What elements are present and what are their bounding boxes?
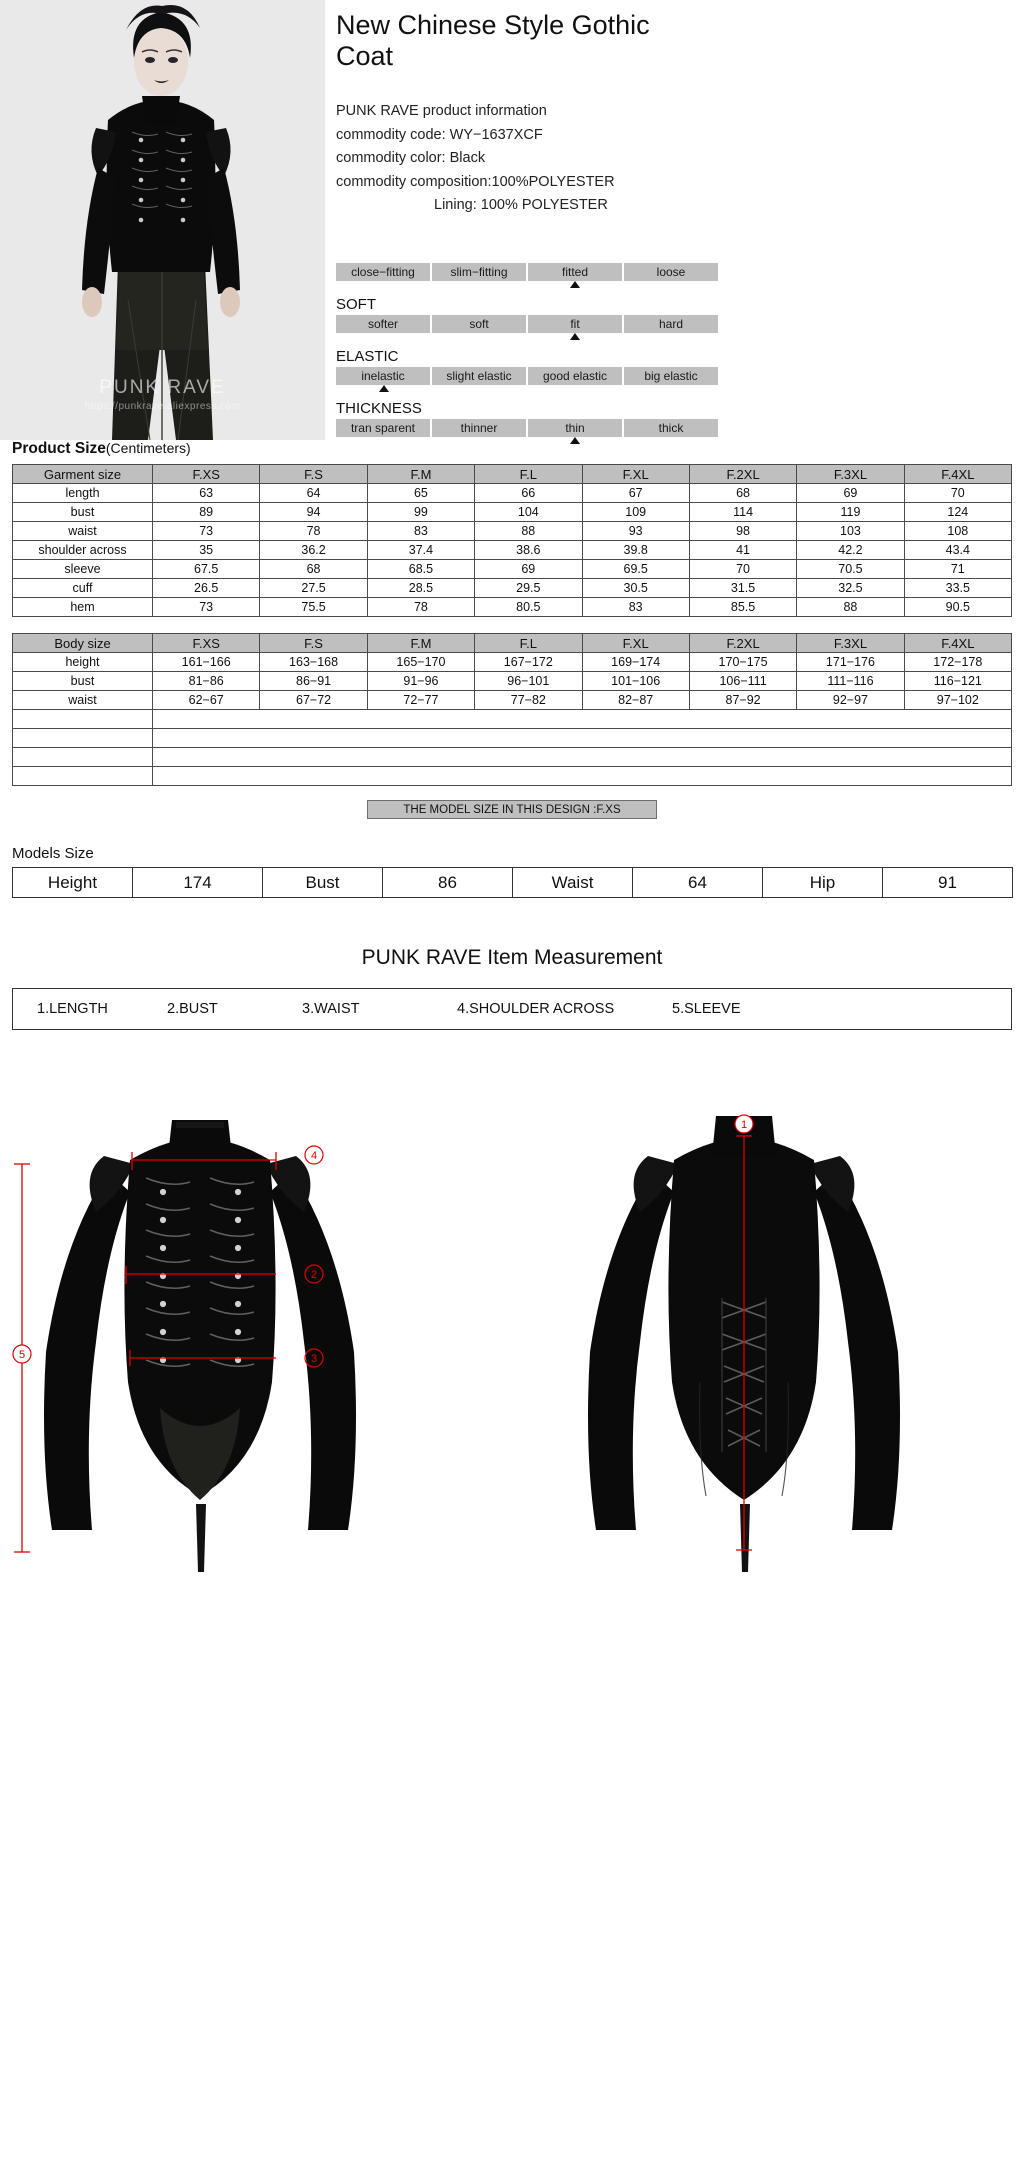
cell: 75.5: [260, 598, 367, 617]
measurement-diagram: [0, 1052, 1024, 1612]
cell: 30.5: [582, 579, 689, 598]
cell: 70: [904, 484, 1011, 503]
attribute-options-elastic: [336, 367, 718, 385]
cell: 69.5: [582, 560, 689, 579]
model-key: Height: [13, 868, 133, 898]
attr-option[interactable]: thick: [624, 419, 718, 437]
cell: 104: [475, 503, 582, 522]
cell: 71: [904, 560, 1011, 579]
table-header-row: [13, 465, 1012, 484]
cell: 28.5: [367, 579, 474, 598]
measurement-diagram-svg: [0, 1052, 1024, 1612]
row-label: shoulder across: [13, 541, 153, 560]
attribute-group-soft: [336, 294, 1024, 344]
cell: 83: [367, 522, 474, 541]
col-header: F.L: [475, 634, 582, 653]
table-header-row: [13, 634, 1012, 653]
attr-option[interactable]: inelastic: [336, 367, 432, 385]
cell: 83: [582, 598, 689, 617]
cell: 78: [260, 522, 367, 541]
model-key: Waist: [513, 868, 633, 898]
attribute-group-elastic: [336, 346, 1024, 396]
svg-text:3: 3: [310, 1353, 318, 1365]
cell: 170−175: [689, 653, 796, 672]
attribute-marker-row-thickness: [336, 437, 718, 448]
row-label: length: [13, 484, 153, 503]
col-header: F.XL: [582, 634, 689, 653]
cell: 27.5: [260, 579, 367, 598]
col-header: F.2XL: [689, 634, 796, 653]
cell: 38.6: [475, 541, 582, 560]
cell: 29.5: [475, 579, 582, 598]
cell: 91−96: [367, 672, 474, 691]
svg-text:2: 2: [310, 1269, 318, 1281]
col-header: F.XS: [153, 465, 260, 484]
attr-option[interactable]: hard: [624, 315, 718, 333]
cell: 33.5: [904, 579, 1011, 598]
product-size-table: [12, 464, 1012, 617]
cell: 171−176: [797, 653, 904, 672]
row-label: hem: [13, 598, 153, 617]
model-photo-image: [0, 0, 325, 440]
cell: 124: [904, 503, 1011, 522]
col-header: F.XL: [582, 465, 689, 484]
cell: 68: [260, 560, 367, 579]
cell: 92−97: [797, 691, 904, 710]
cell: 163−168: [260, 653, 367, 672]
commodity-composition: commodity composition:100%POLYESTER: [336, 173, 615, 190]
attribute-marker-row-elastic: [336, 385, 718, 396]
cell: 31.5: [689, 579, 796, 598]
attr-option[interactable]: fitted: [528, 263, 624, 281]
cell: 43.4: [904, 541, 1011, 560]
svg-text:1: 1: [740, 1119, 748, 1131]
model-value: 86: [383, 868, 513, 898]
cell-empty: [153, 748, 1012, 767]
cell: 167−172: [475, 653, 582, 672]
table-row: [13, 767, 1012, 786]
col-header: F.3XL: [797, 465, 904, 484]
table-row: [13, 541, 1012, 560]
cell: 26.5: [153, 579, 260, 598]
attribute-label-elastic: ELASTIC: [336, 348, 399, 365]
col-header: Body size: [13, 634, 153, 653]
attr-option[interactable]: softer: [336, 315, 432, 333]
col-header: F.3XL: [797, 634, 904, 653]
table-row: [13, 653, 1012, 672]
table-row: [13, 710, 1012, 729]
cell: 66: [475, 484, 582, 503]
selection-marker-active: [570, 333, 580, 340]
cell: 70.5: [797, 560, 904, 579]
cell: 90.5: [904, 598, 1011, 617]
cell: 67: [582, 484, 689, 503]
attr-option[interactable]: good elastic: [528, 367, 624, 385]
row-label: waist: [13, 522, 153, 541]
legend-item-length: 1.LENGTH: [37, 1001, 108, 1017]
cell: 106−111: [689, 672, 796, 691]
cell: 93: [582, 522, 689, 541]
info-heading: PUNK RAVE product information: [336, 103, 547, 119]
attribute-marker-row-soft: [336, 333, 718, 344]
cell: 88: [797, 598, 904, 617]
cell: 161−166: [153, 653, 260, 672]
cell: 98: [689, 522, 796, 541]
lining-composition: Lining: 100% POLYESTER: [434, 197, 608, 213]
model-photo: [0, 0, 325, 440]
table-row: [13, 672, 1012, 691]
attribute-group-thickness: [336, 398, 1024, 448]
measurement-title: PUNK RAVE Item Measurement: [361, 946, 663, 969]
selection-marker-active: [570, 437, 580, 444]
table-row: [13, 503, 1012, 522]
cell: 87−92: [689, 691, 796, 710]
model-value: 91: [883, 868, 1013, 898]
cell-empty: [153, 767, 1012, 786]
cell: 165−170: [367, 653, 474, 672]
attr-option[interactable]: thinner: [432, 419, 528, 437]
col-header: Garment size: [13, 465, 153, 484]
cell: 89: [153, 503, 260, 522]
cell: 64: [260, 484, 367, 503]
col-header: F.M: [367, 465, 474, 484]
row-label: height: [13, 653, 153, 672]
legend-item-bust: 2.BUST: [167, 1001, 218, 1017]
cell: 35: [153, 541, 260, 560]
attribute-options-thickness: [336, 419, 718, 437]
attr-option[interactable]: slim−fitting: [432, 263, 528, 281]
attr-option[interactable]: soft: [432, 315, 528, 333]
photo-watermark: PUNK RAVE https://punkrave.aliexpress.com: [84, 377, 241, 412]
cell: 69: [475, 560, 582, 579]
cell-empty: [153, 729, 1012, 748]
attribute-label-thickness: THICKNESS: [336, 400, 422, 417]
table-row: [13, 729, 1012, 748]
product-size-table-wrap: [12, 464, 1012, 617]
attr-option[interactable]: big elastic: [624, 367, 718, 385]
row-label: [13, 710, 153, 729]
selection-marker-active: [379, 385, 389, 392]
row-label: [13, 729, 153, 748]
attr-option[interactable]: loose: [624, 263, 718, 281]
attribute-bars: [336, 263, 1024, 450]
product-size-title: Product Size(Centimeters): [12, 440, 191, 457]
table-row: [13, 691, 1012, 710]
table-row: [13, 748, 1012, 767]
table-row: [13, 868, 1013, 898]
cell: 103: [797, 522, 904, 541]
table-row: [13, 484, 1012, 503]
col-header: F.S: [260, 465, 367, 484]
attr-option[interactable]: thin: [528, 419, 624, 437]
legend-item-shoulder: 4.SHOULDER ACROSS: [457, 1001, 615, 1017]
coat-front-view: [44, 1120, 356, 1572]
measurement-legend: [12, 988, 1012, 1030]
col-header: F.2XL: [689, 465, 796, 484]
cell: 72−77: [367, 691, 474, 710]
cell: 77−82: [475, 691, 582, 710]
cell: 108: [904, 522, 1011, 541]
cell: 85.5: [689, 598, 796, 617]
attr-option[interactable]: slight elastic: [432, 367, 528, 385]
cell: 99: [367, 503, 474, 522]
models-size-label: Models Size: [12, 845, 94, 862]
table-row: [13, 560, 1012, 579]
row-label: bust: [13, 503, 153, 522]
legend-item-sleeve: 5.SLEEVE: [672, 1001, 741, 1017]
cell: 68.5: [367, 560, 474, 579]
model-key: Bust: [263, 868, 383, 898]
cell: 86−91: [260, 672, 367, 691]
table-row: [13, 579, 1012, 598]
cell: 67−72: [260, 691, 367, 710]
cell: 80.5: [475, 598, 582, 617]
cell: 109: [582, 503, 689, 522]
attribute-group-fit: [336, 263, 1024, 292]
cell: 101−106: [582, 672, 689, 691]
model-key: Hip: [763, 868, 883, 898]
cell: 81−86: [153, 672, 260, 691]
hero-section: [0, 0, 1024, 440]
legend-item-waist: 3.WAIST: [302, 1001, 360, 1017]
col-header: F.4XL: [904, 634, 1011, 653]
table-row: [13, 522, 1012, 541]
cell: 68: [689, 484, 796, 503]
cell: 62−67: [153, 691, 260, 710]
row-label: waist: [13, 691, 153, 710]
svg-text:4: 4: [310, 1150, 318, 1162]
cell: 37.4: [367, 541, 474, 560]
cell: 63: [153, 484, 260, 503]
commodity-color: commodity color: Black: [336, 150, 486, 166]
selection-marker-active: [570, 281, 580, 288]
cell: 73: [153, 598, 260, 617]
attribute-options-fit: [336, 263, 718, 281]
cell: 172−178: [904, 653, 1011, 672]
cell: 36.2: [260, 541, 367, 560]
cell: 94: [260, 503, 367, 522]
row-label: cuff: [13, 579, 153, 598]
row-label: [13, 767, 153, 786]
model-value: 64: [633, 868, 763, 898]
col-header: F.XS: [153, 634, 260, 653]
body-size-table-wrap: [12, 633, 1012, 786]
page-title: New Chinese Style Gothic Coat: [336, 10, 650, 71]
col-header: F.4XL: [904, 465, 1011, 484]
cell-empty: [153, 710, 1012, 729]
cell: 116−121: [904, 672, 1011, 691]
commodity-code: commodity code: WY−1637XCF: [336, 126, 543, 143]
cell: 88: [475, 522, 582, 541]
models-size-table: [12, 867, 1013, 898]
cell: 70: [689, 560, 796, 579]
model-size-banner: THE MODEL SIZE IN THIS DESIGN :F.XS: [367, 800, 657, 819]
cell: 82−87: [582, 691, 689, 710]
row-label: bust: [13, 672, 153, 691]
row-label: [13, 748, 153, 767]
body-size-table: [12, 633, 1012, 786]
cell: 41: [689, 541, 796, 560]
cell: 96−101: [475, 672, 582, 691]
attr-option[interactable]: tran sparent: [336, 419, 432, 437]
attr-option[interactable]: close−fitting: [336, 263, 432, 281]
col-header: F.S: [260, 634, 367, 653]
attribute-options-soft: [336, 315, 718, 333]
table-row: [13, 598, 1012, 617]
model-value: 174: [133, 868, 263, 898]
cell: 169−174: [582, 653, 689, 672]
cell: 67.5: [153, 560, 260, 579]
cell: 111−116: [797, 672, 904, 691]
attr-option[interactable]: fit: [528, 315, 624, 333]
attribute-marker-row-fit: [336, 281, 718, 292]
cell: 119: [797, 503, 904, 522]
product-info-lines: [336, 100, 1024, 218]
cell: 69: [797, 484, 904, 503]
cell: 39.8: [582, 541, 689, 560]
attribute-label-soft: SOFT: [336, 296, 376, 313]
cell: 32.5: [797, 579, 904, 598]
col-header: F.M: [367, 634, 474, 653]
cell: 97−102: [904, 691, 1011, 710]
cell: 65: [367, 484, 474, 503]
cell: 78: [367, 598, 474, 617]
col-header: F.L: [475, 465, 582, 484]
svg-text:5: 5: [18, 1349, 26, 1361]
cell: 114: [689, 503, 796, 522]
cell: 73: [153, 522, 260, 541]
cell: 42.2: [797, 541, 904, 560]
row-label: sleeve: [13, 560, 153, 579]
